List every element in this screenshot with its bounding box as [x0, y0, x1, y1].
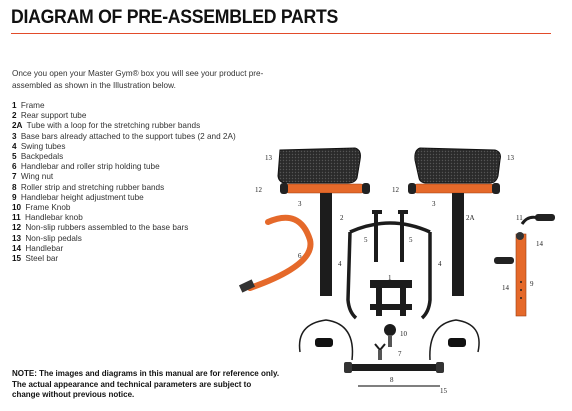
intro-paragraph: Once you open your Master Gym® box you will see your product pre-assembled as shown in the Illustration below. [12, 69, 264, 90]
callout-3-right: 3 [432, 200, 436, 208]
handlebar-knob [516, 232, 524, 240]
right-non-slip-pedal [415, 148, 501, 183]
callout-2a: 2A [466, 214, 475, 222]
callout-14-bottom: 14 [502, 284, 509, 292]
list-item: 10 Frame Knob [12, 203, 71, 213]
callout-7: 7 [398, 350, 402, 358]
swing-tubes [348, 223, 430, 318]
title-divider [11, 33, 551, 34]
list-item: 9 Handlebar height adjustment tube [12, 192, 144, 202]
callout-13-right: 13 [507, 154, 514, 162]
callout-15: 15 [440, 387, 447, 395]
list-item: 2 Rear support tube [12, 111, 87, 121]
frame [370, 280, 412, 316]
callout-4-right: 4 [438, 260, 442, 268]
loop-tube [452, 193, 464, 296]
callout-4-left: 4 [338, 260, 342, 268]
left-base-bar [280, 183, 370, 194]
list-item: 15 Steel bar [12, 254, 59, 264]
parts-illustration [235, 135, 565, 407]
roller-strip [344, 362, 444, 373]
list-item: 6 Handlebar and roller strip holding tube [12, 162, 160, 172]
callout-10: 10 [400, 330, 407, 338]
callout-9: 9 [530, 280, 534, 288]
list-item: 12 Non-slip rubbers assembled to the base bars [12, 223, 189, 233]
callout-12-right: 12 [392, 186, 399, 194]
list-item: 5 Backpedals [12, 152, 64, 162]
wing-nut [375, 344, 385, 360]
callout-3-left: 3 [298, 200, 302, 208]
list-item: 14 Handlebar [12, 243, 64, 253]
page-title: DIAGRAM OF PRE-ASSEMBLED PARTS [11, 7, 339, 28]
list-item: 2A Tube with a loop for the stretching rubber bands [12, 121, 201, 131]
callout-12-left: 12 [255, 186, 262, 194]
list-item: 11 Handlebar knob [12, 213, 83, 223]
callout-2: 2 [340, 214, 344, 222]
list-item: 8 Roller strip and stretching rubber bands [12, 182, 165, 192]
parts-list [12, 101, 272, 264]
callout-13-left: 13 [265, 154, 272, 162]
left-non-slip-pedal [278, 148, 360, 183]
list-item: 13 Non-slip pedals [12, 233, 82, 243]
disclaimer-note: NOTE: The images and diagrams in this manual are for reference only. The actual appearance and technical parameters are subject to change without previous notice. [12, 369, 280, 399]
frame-knob [384, 324, 396, 347]
list-item: 4 Swing tubes [12, 141, 66, 151]
callout-8: 8 [390, 376, 394, 384]
handlebar-height-tube [516, 234, 526, 316]
right-base-bar [408, 183, 500, 194]
list-item: 3 Base bars already attached to the support tubes (2 and 2A) [12, 131, 236, 141]
callout-11: 11 [516, 214, 523, 222]
callout-6: 6 [298, 252, 302, 260]
rear-support-tube [320, 193, 332, 296]
callout-5-left: 5 [364, 236, 368, 244]
callout-5-right: 5 [409, 236, 413, 244]
list-item: 7 Wing nut [12, 172, 54, 182]
callout-1: 1 [388, 274, 392, 282]
callout-14-top: 14 [536, 240, 543, 248]
backpedals [372, 212, 408, 262]
list-item: 1 Frame [12, 101, 45, 110]
